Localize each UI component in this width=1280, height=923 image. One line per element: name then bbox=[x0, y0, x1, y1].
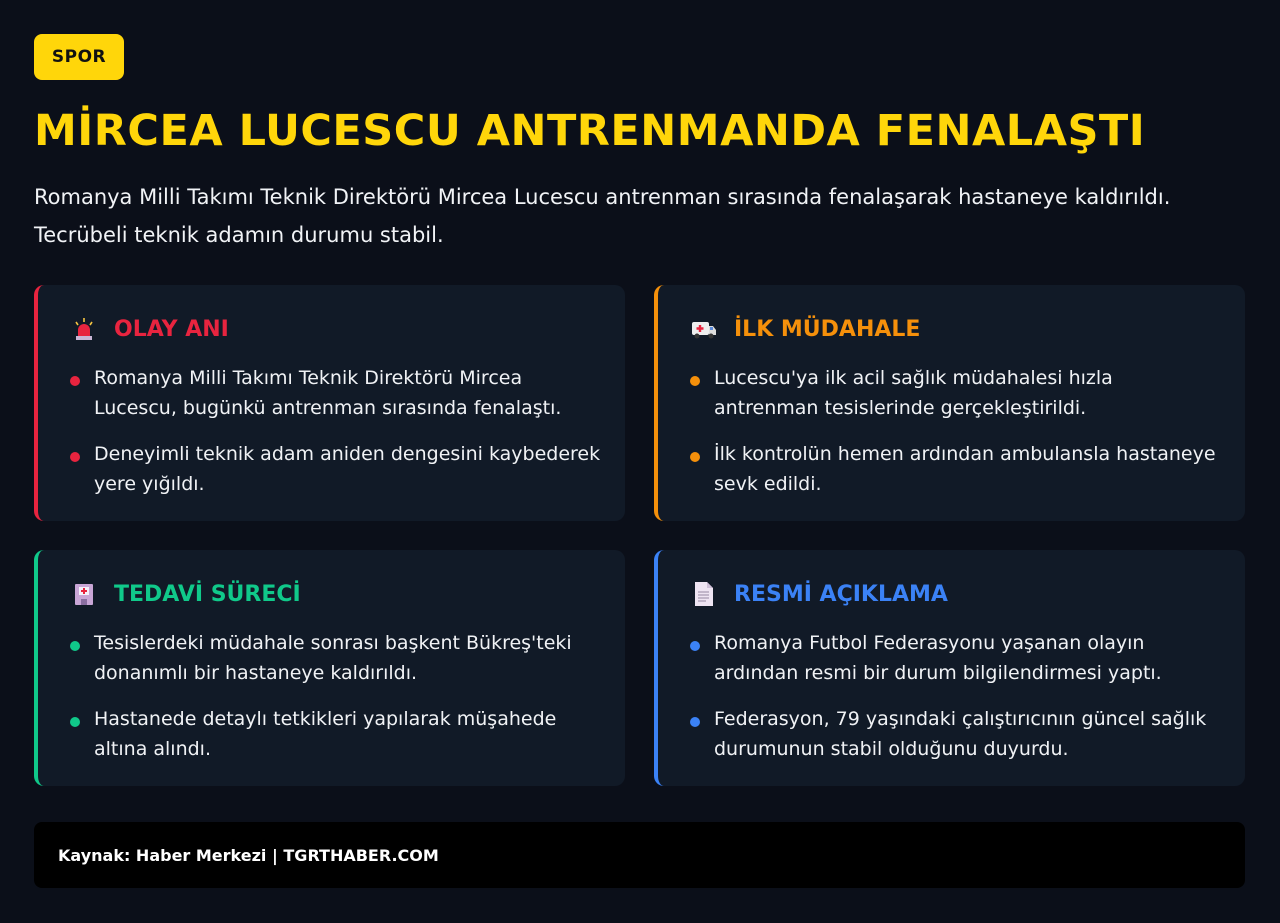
card-heading bbox=[690, 313, 1221, 345]
card-list bbox=[70, 628, 601, 764]
list-item bbox=[690, 363, 1221, 423]
list-item bbox=[690, 704, 1221, 764]
page-title: MİRCEA LUCESCU ANTRENMANDA FENALAŞTI bbox=[34, 106, 1146, 156]
list-item-text: Romanya Milli Takımı Teknik Direktörü Mircea Lucescu, bugünkü antrenman sırasında fenalaştı. bbox=[94, 367, 562, 419]
bullet-icon bbox=[690, 641, 700, 651]
card-title: OLAY ANI bbox=[114, 316, 229, 342]
page-subtitle: Romanya Milli Takımı Teknik Direktörü Mircea Lucescu antrenman sırasında fenalaşarak hastaneye kaldırıldı. Tecrübeli teknik adamın durumu stabil. bbox=[34, 185, 1171, 247]
list-item bbox=[690, 439, 1221, 499]
info-card bbox=[34, 285, 625, 521]
card-heading bbox=[70, 578, 601, 610]
siren-icon bbox=[70, 315, 98, 343]
list-item-text: İlk kontrolün hemen ardından ambulansla hastaneye sevk edildi. bbox=[714, 443, 1216, 495]
bullet-icon bbox=[70, 376, 80, 386]
bullet-icon bbox=[70, 717, 80, 727]
list-item-text: Deneyimli teknik adam aniden dengesini kaybederek yere yığıldı. bbox=[94, 443, 601, 495]
list-item-text: Hastanede detaylı tetkikleri yapılarak müşahede altına alındı. bbox=[94, 708, 557, 760]
card-title: RESMİ AÇIKLAMA bbox=[734, 581, 948, 607]
card-list bbox=[690, 363, 1221, 499]
card-title: TEDAVİ SÜRECİ bbox=[114, 581, 301, 607]
card-list bbox=[690, 628, 1221, 764]
list-item bbox=[70, 628, 601, 688]
list-item-text: Romanya Futbol Federasyonu yaşanan olayın ardından resmi bir durum bilgilendirmesi yaptı. bbox=[714, 632, 1162, 684]
card-heading bbox=[690, 578, 1221, 610]
list-item-text: Federasyon, 79 yaşındaki çalıştırıcının güncel sağlık durumunun stabil olduğunu duyurdu. bbox=[714, 708, 1207, 760]
hospital-icon bbox=[70, 580, 98, 608]
document-icon bbox=[690, 580, 718, 608]
card-heading bbox=[70, 313, 601, 345]
card-list bbox=[70, 363, 601, 499]
category-badge: SPOR bbox=[34, 34, 124, 80]
ambulance-icon bbox=[690, 315, 718, 343]
source-footer: Kaynak: Haber Merkezi | TGRTHABER.COM bbox=[34, 822, 1245, 888]
bullet-icon bbox=[70, 641, 80, 651]
card-title: İLK MÜDAHALE bbox=[734, 316, 921, 342]
bullet-icon bbox=[690, 452, 700, 462]
list-item bbox=[70, 704, 601, 764]
list-item bbox=[690, 628, 1221, 688]
list-item-text: Lucescu'ya ilk acil sağlık müdahalesi hızla antrenman tesislerinde gerçekleştirildi. bbox=[714, 367, 1113, 419]
info-card bbox=[654, 550, 1245, 786]
info-card bbox=[654, 285, 1245, 521]
info-card bbox=[34, 550, 625, 786]
list-item-text: Tesislerdeki müdahale sonrası başkent Bükreş'teki donanımlı bir hastaneye kaldırıldı. bbox=[94, 632, 572, 684]
bullet-icon bbox=[70, 452, 80, 462]
bullet-icon bbox=[690, 376, 700, 386]
bullet-icon bbox=[690, 717, 700, 727]
list-item bbox=[70, 439, 601, 499]
list-item bbox=[70, 363, 601, 423]
